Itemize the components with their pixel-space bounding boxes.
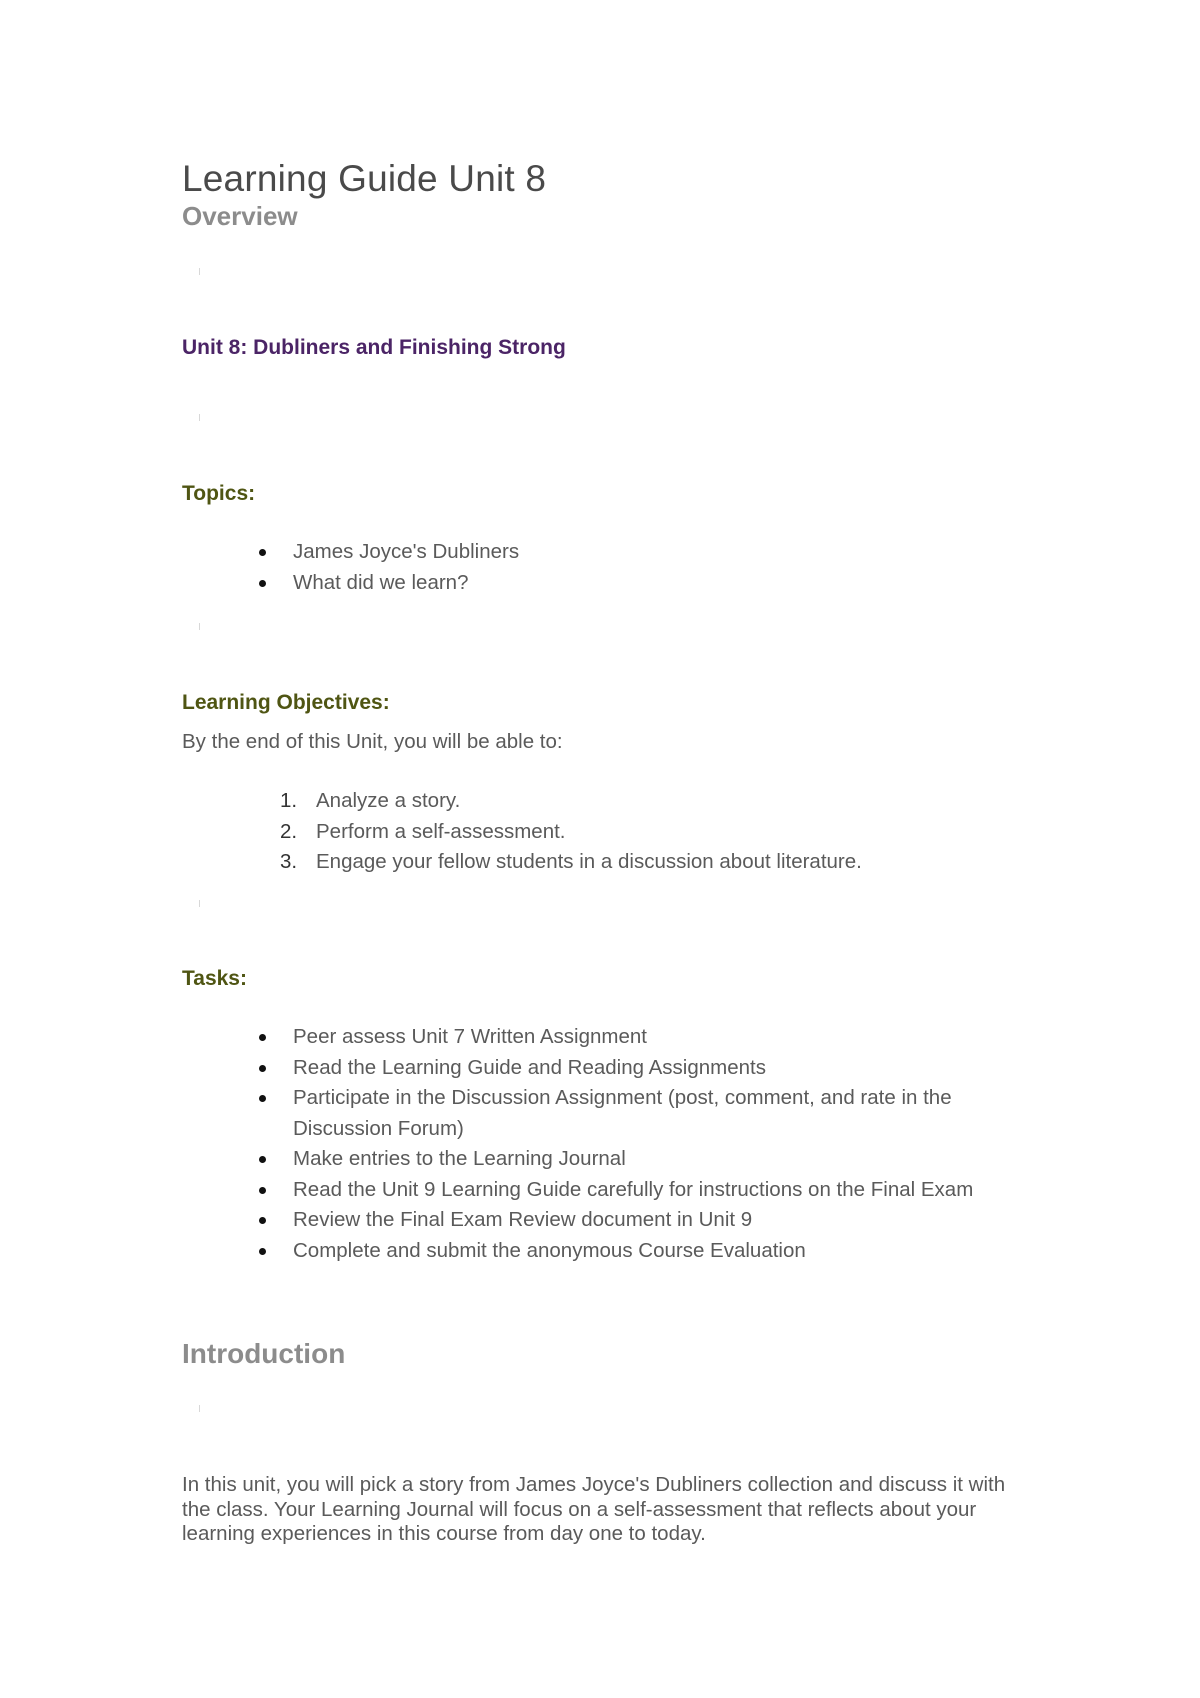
list-item: Make entries to the Learning Journal: [293, 1144, 973, 1175]
list-item: Review the Final Exam Review document in Unit 9: [293, 1205, 973, 1236]
list-item: Peer assess Unit 7 Written Assignment: [293, 1022, 973, 1053]
spacer-marker: [199, 1405, 200, 1412]
bullet-icon: [259, 1217, 266, 1224]
list-item: Participate in the Discussion Assignment (post, comment, and rate in the Discussion Forum): [293, 1083, 973, 1144]
page-title: Learning Guide Unit 8: [182, 158, 547, 199]
spacer-marker: [199, 268, 200, 275]
tasks-heading: Tasks:: [182, 967, 247, 990]
bullet-icon: [259, 1248, 266, 1255]
topics-heading: Topics:: [182, 482, 256, 505]
objectives-list: [280, 786, 862, 878]
list-item: Complete and submit the anonymous Course Evaluation: [293, 1236, 973, 1267]
objectives-intro: By the end of this Unit, you will be able to:: [182, 730, 563, 753]
bullet-icon: [259, 1187, 266, 1194]
spacer-marker: [199, 414, 200, 421]
list-item: 3. Engage your fellow students in a discussion about literature.: [280, 850, 862, 873]
list-item: 2. Perform a self-assessment.: [280, 819, 566, 843]
introduction-paragraph: In this unit, you will pick a story from James Joyce's Dubliners collection and discuss it with the class. Your Learning Journal will focus on a self-assessment that reflects about your learning experiences in this course from day one to today.: [182, 1473, 1006, 1545]
tasks-list: [293, 1022, 973, 1266]
introduction-heading: Introduction: [182, 1338, 346, 1369]
page-subtitle: Overview: [182, 201, 298, 231]
bullet-icon: [259, 1095, 266, 1102]
bullet-icon: [259, 580, 266, 587]
objectives-heading: Learning Objectives:: [182, 691, 390, 714]
list-item: James Joyce's Dubliners: [293, 537, 519, 568]
bullet-icon: [259, 1065, 266, 1072]
spacer-marker: [199, 900, 200, 907]
bullet-icon: [259, 1156, 266, 1163]
topics-list: [293, 537, 519, 598]
list-item: 1. Analyze a story.: [280, 789, 461, 812]
list-item: Read the Unit 9 Learning Guide carefully for instructions on the Final Exam: [293, 1175, 973, 1206]
list-item: What did we learn?: [293, 568, 519, 599]
spacer-marker: [199, 623, 200, 630]
bullet-icon: [259, 549, 266, 556]
unit-heading: Unit 8: Dubliners and Finishing Strong: [182, 336, 566, 359]
bullet-icon: [259, 1034, 266, 1041]
list-item: Read the Learning Guide and Reading Assignments: [293, 1053, 973, 1084]
